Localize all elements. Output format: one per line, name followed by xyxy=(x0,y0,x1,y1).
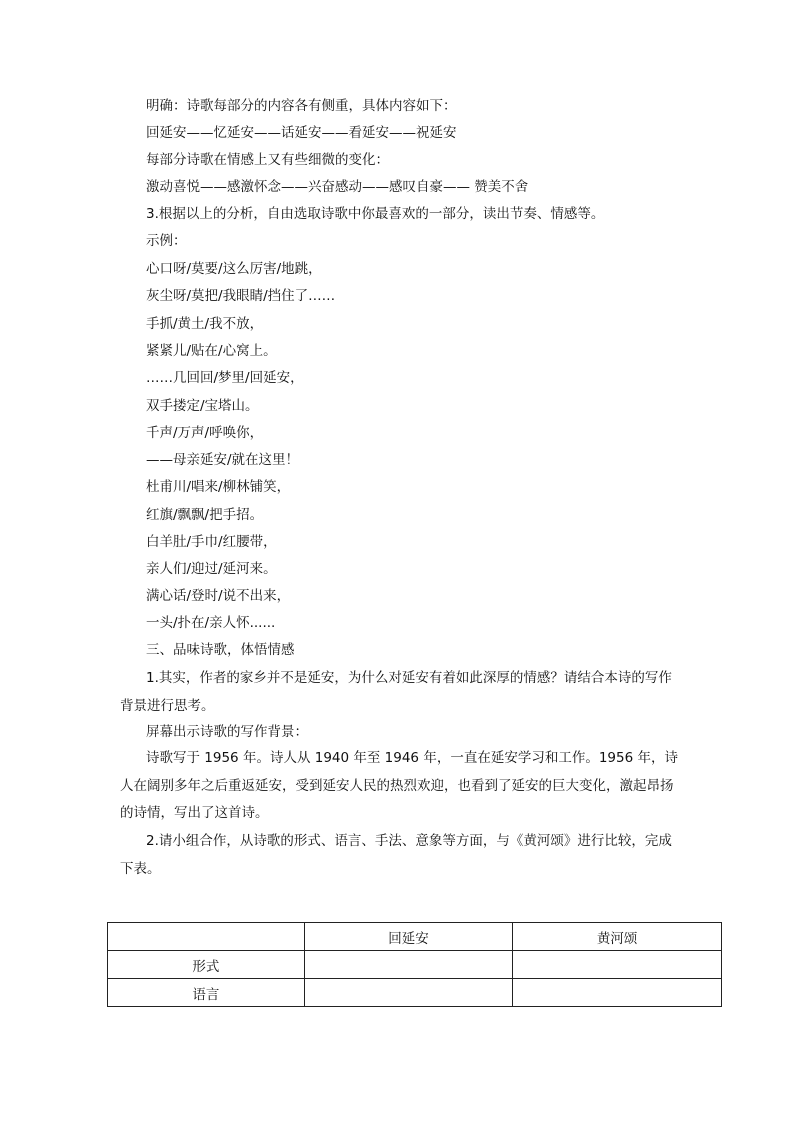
poem-line: 千声/万声/呼唤你， xyxy=(146,425,264,441)
poem-line: 灰尘呀/莫把/我眼睛/挡住了…… xyxy=(146,288,336,304)
question-1: 1.其实，作者的家乡并不是延安，为什么对延安有着如此深厚的情感？请结合本诗的写作背景进行思考。 xyxy=(120,670,672,714)
poem-line: 红旗/飘飘/把手招。 xyxy=(146,507,264,523)
table-header-row xyxy=(108,923,722,951)
table-row xyxy=(108,979,722,1007)
background-title: 屏幕出示诗歌的写作背景： xyxy=(146,724,308,740)
row-label: 形式 xyxy=(108,951,305,979)
background-text: 诗歌写于 1956 年。诗人从 1940 年至 1946 年，一直在延安学习和工作。1956 年，诗人在阔别多年之后重返延安，受到延安人民的热烈欢迎，也看到了延安的巨大变化，激起昂扬的诗情，写出了这首诗。 xyxy=(120,750,678,821)
section-heading: 三、品味诗歌，体悟情感 xyxy=(146,642,295,658)
text-line: 3.根据以上的分析，自由选取诗歌中你最喜欢的一部分，读出节奏、情感等。 xyxy=(146,206,605,222)
poem-line: 一头/扑在/亲人怀...... xyxy=(146,615,276,631)
poem-line: 紧紧儿/贴在/心窝上。 xyxy=(146,343,277,359)
text-line: 示例： xyxy=(146,233,187,249)
table-cell[interactable] xyxy=(304,951,513,979)
table-header-cell xyxy=(108,923,305,951)
poem-line: 亲人们/迎过/延河来。 xyxy=(146,561,277,577)
table-cell[interactable] xyxy=(513,951,722,979)
table-cell[interactable] xyxy=(513,979,722,1007)
poem-line: ……几回回/梦里/回延安， xyxy=(146,370,304,386)
question-2: 2.请小组合作，从诗歌的形式、语言、手法、意象等方面，与《黄河颂》进行比较，完成下表。 xyxy=(120,833,672,877)
poem-line: 杜甫川/唱来/柳林铺笑， xyxy=(146,479,291,495)
text-line: 激动喜悦——感激怀念——兴奋感动——感叹自豪—— 赞美不舍 xyxy=(146,179,529,195)
text-line: 回延安——忆延安——话延安——看延安——祝延安 xyxy=(146,125,457,141)
poem-line: 白羊肚/手巾/红腰带， xyxy=(146,534,277,550)
text-line: 明确：诗歌每部分的内容各有侧重，具体内容如下： xyxy=(146,98,457,114)
comparison-table xyxy=(107,922,722,1007)
poem-line: ——母亲延安/就在这里！ xyxy=(146,452,300,468)
poem-line: 手抓/黄土/我不放， xyxy=(146,316,264,332)
text-line: 每部分诗歌在情感上又有些细微的变化： xyxy=(146,152,389,168)
table-cell[interactable] xyxy=(304,979,513,1007)
table-header-cell: 回延安 xyxy=(304,923,513,951)
poem-line: 满心话/登时/说不出来， xyxy=(146,588,291,604)
table-header-cell: 黄河颂 xyxy=(513,923,722,951)
poem-line: 双手搂定/宝塔山。 xyxy=(146,398,259,414)
table-row xyxy=(108,951,722,979)
poem-line: 心口呀/莫要/这么厉害/地跳， xyxy=(146,261,322,277)
row-label: 语言 xyxy=(108,979,305,1007)
